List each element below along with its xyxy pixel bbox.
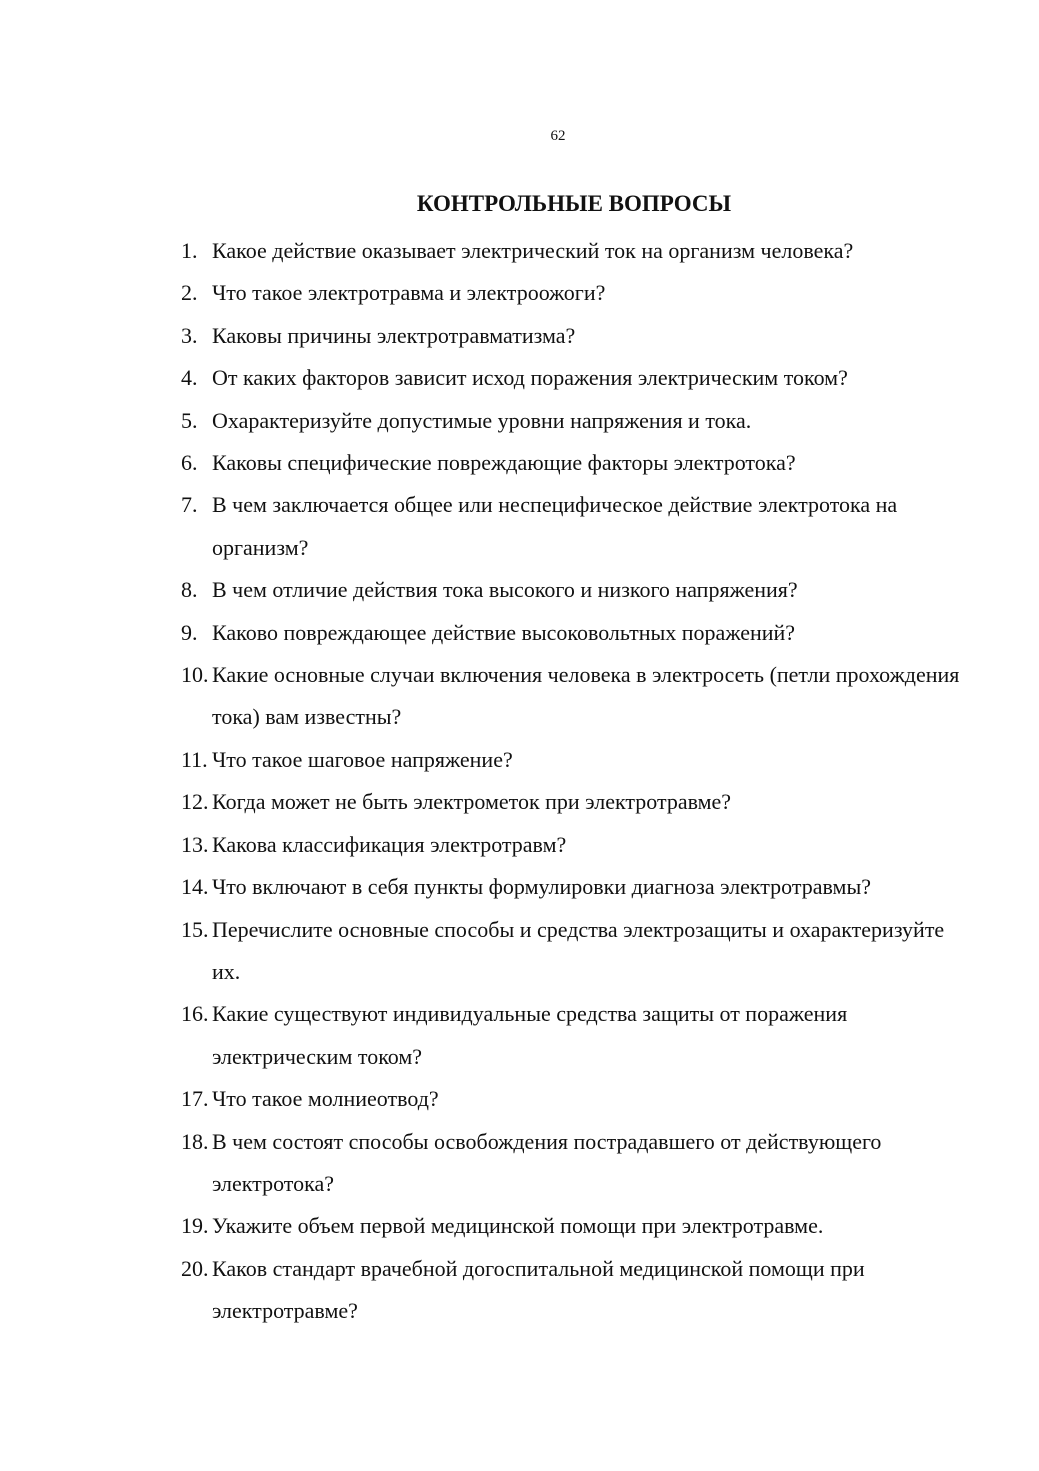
question-number: 17. [181,1086,209,1112]
question-text: Какие основные случаи включения человека в электросеть (петли прохождения тока) вам известны? [212,662,960,730]
question-item [181,781,981,823]
question-item [181,484,981,569]
question-item [181,654,981,739]
question-text: Какова классификация электротравм? [212,831,567,857]
question-number: 20. [181,1255,209,1281]
question-number: 8. [181,577,198,603]
question-number: 16. [181,1001,209,1027]
question-item [181,1205,981,1247]
question-text: Когда может не быть электрометок при электротравме? [212,789,732,815]
question-text: От каких факторов зависит исход поражения электрическим током? [212,365,848,391]
question-item [181,442,981,484]
page-title: КОНТРОЛЬНЫЕ ВОПРОСЫ [416,191,732,216]
question-text: Какое действие оказывает электрический ток на организм человека? [212,238,854,263]
question-text: В чем состоят способы освобождения пострадавшего от действующего электротока? [212,1128,882,1196]
question-item [181,1078,981,1120]
question-number: 6. [181,450,198,476]
question-text: В чем отличие действия тока высокого и низкого напряжения? [212,577,798,603]
question-number: 4. [181,365,198,391]
question-number: 1. [181,238,198,263]
question-text: Что такое молниеотвод? [212,1086,439,1112]
question-text: Каковы специфические повреждающие факторы электротока? [212,450,796,476]
question-number: 18. [181,1128,209,1154]
question-number: 19. [181,1213,209,1239]
question-item [181,315,981,357]
question-text: Что включают в себя пункты формулировки диагноза электротравмы? [212,874,872,900]
question-item [181,1121,981,1206]
question-item [181,569,981,611]
question-item [181,400,981,442]
question-number: 2. [181,280,198,306]
question-text: Охарактеризуйте допустимые уровни напряжения и тока. [212,407,752,433]
question-text: Перечислите основные способы и средства электрозащиты и охарактеризуйте их. [212,916,945,984]
question-item [181,357,981,399]
question-item [181,866,981,908]
question-item [181,230,981,272]
question-text: Какие существуют индивидуальные средства защиты от поражения электрическим током? [212,1001,848,1069]
question-number: 10. [181,662,209,688]
question-item [181,739,981,781]
question-number: 5. [181,407,198,433]
question-number: 12. [181,789,209,815]
question-number: 7. [181,492,198,518]
questions-list [181,230,981,1333]
question-item [181,824,981,866]
question-text: Укажите объем первой медицинской помощи при электротравме. [212,1213,824,1239]
question-item [181,909,981,994]
question-number: 15. [181,916,209,942]
question-item [181,612,981,654]
question-item [181,272,981,314]
question-text: Что такое электротравма и электроожоги? [212,280,606,306]
question-item [181,993,981,1078]
question-text: Что такое шаговое напряжение? [212,746,513,772]
question-text: Каков стандарт врачебной догоспитальной медицинской помощи при электротравме? [212,1255,865,1324]
page-number: 62 [550,128,566,144]
question-text: Каковы причины электротравматизма? [212,322,576,348]
question-item [181,1248,981,1333]
question-text: В чем заключается общее или неспецифическое действие электротока на организм? [212,492,898,560]
question-number: 3. [181,322,198,348]
question-number: 9. [181,619,198,645]
question-number: 14. [181,874,209,900]
question-number: 11. [181,746,208,772]
question-text: Каково повреждающее действие высоковольтных поражений? [212,619,796,645]
question-number: 13. [181,831,209,857]
